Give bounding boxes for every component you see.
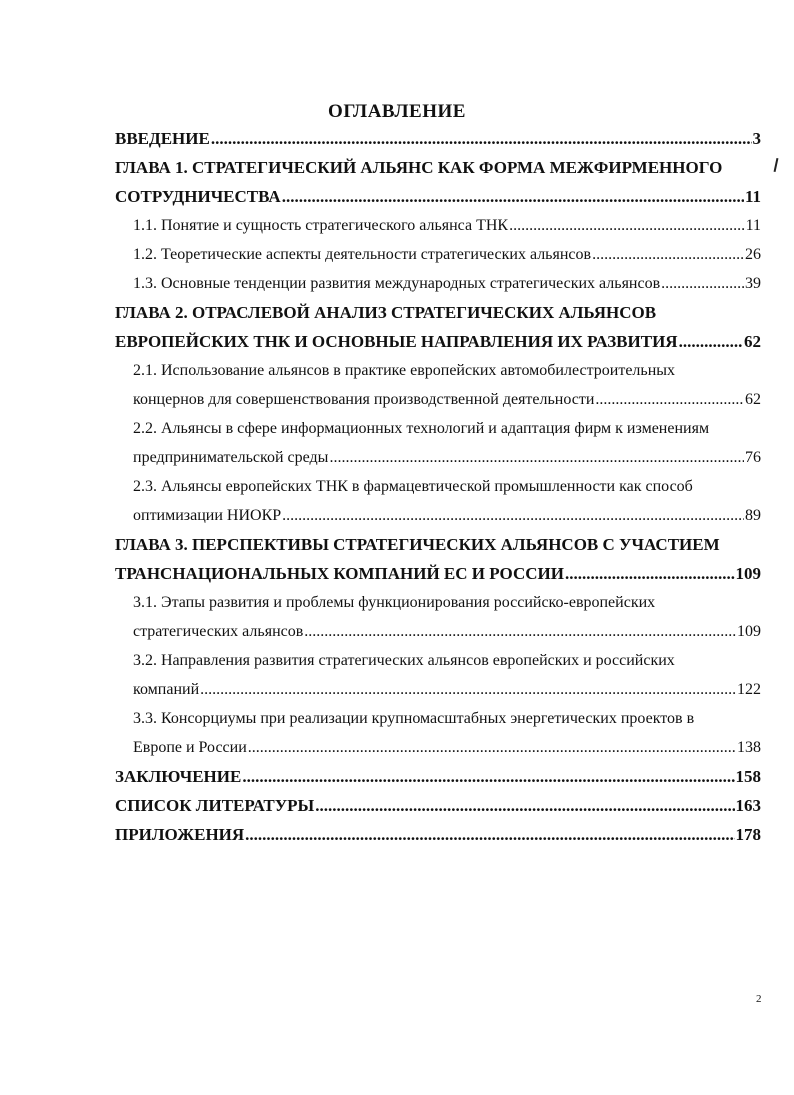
- toc-entry-text: СОТРУДНИЧЕСТВА: [115, 187, 281, 206]
- dot-leader: [282, 501, 744, 530]
- toc-entry-page: 76: [745, 449, 761, 466]
- dot-leader: [679, 327, 743, 356]
- toc-entry-text: стратегических альянсов: [133, 623, 304, 640]
- toc-entry-chapter-3[interactable]: [115, 559, 761, 588]
- toc-entry-text: ТРАНСНАЦИОНАЛЬНЫХ КОМПАНИЙ ЕС И РОССИИ: [115, 564, 564, 583]
- toc-entry-1-2[interactable]: [115, 240, 761, 269]
- toc-entry-introduction[interactable]: [115, 124, 761, 153]
- toc-entry-page: 11: [744, 187, 761, 206]
- dot-leader: [242, 762, 734, 791]
- toc-entry-text: 3.2. Направления развития стратегических альянсов европейских и российских: [133, 652, 675, 669]
- dot-leader: [329, 443, 744, 472]
- toc-entry-page: 158: [735, 767, 761, 786]
- dot-leader: [595, 385, 744, 414]
- toc-entry-text: 1.2. Теоретические аспекты деятельности стратегических альянсов: [133, 246, 592, 263]
- toc-entry-page: 62: [745, 391, 761, 408]
- page-number: 2: [756, 993, 762, 1005]
- toc-entry-3-2[interactable]: [115, 675, 761, 704]
- dot-leader: [661, 269, 744, 298]
- toc-entry-text: 2.3. Альянсы европейских ТНК в фармацевтической промышленности как способ: [133, 478, 693, 495]
- toc-entry-text: ЕВРОПЕЙСКИХ ТНК И ОСНОВНЫЕ НАПРАВЛЕНИЯ ИХ РАЗВИТИЯ: [115, 332, 678, 351]
- toc-entry-text: концернов для совершенствования производственной деятельности: [133, 391, 595, 408]
- toc-entry-page: 11: [745, 217, 761, 234]
- toc-entry-chapter-3-line1[interactable]: [115, 530, 761, 559]
- toc-entry-appendices[interactable]: [115, 820, 761, 849]
- toc-entry-chapter-1[interactable]: [115, 182, 761, 211]
- toc-entry-text: 1.3. Основные тенденции развития международных стратегических альянсов: [133, 275, 661, 292]
- toc-entry-page: 163: [735, 796, 761, 815]
- toc-entry-3-3[interactable]: [115, 733, 761, 762]
- toc-entry-text: 2.2. Альянсы в сфере информационных технологий и адаптация фирм к изменениям: [133, 420, 710, 437]
- toc-entry-page: 178: [735, 825, 761, 844]
- toc-entry-page: 89: [745, 507, 761, 524]
- toc-entry-text: СПИСОК ЛИТЕРАТУРЫ: [115, 796, 315, 815]
- toc-entry-page: 62: [744, 332, 761, 351]
- toc-entry-text: Европе и России: [133, 739, 247, 756]
- toc-entry-3-2-line1[interactable]: [115, 646, 761, 675]
- dot-leader: [592, 240, 744, 269]
- toc-entry-2-1[interactable]: [115, 385, 761, 414]
- toc-entry-chapter-2-line1[interactable]: [115, 298, 761, 327]
- dot-leader: [565, 559, 735, 588]
- toc-entry-text: 3.3. Консорциумы при реализации крупномасштабных энергетических проектов в: [133, 710, 695, 727]
- toc-entry-chapter-1-line1[interactable]: [115, 153, 761, 182]
- toc-entry-2-3[interactable]: [115, 501, 761, 530]
- toc-entry-2-2-line1[interactable]: [115, 414, 761, 443]
- toc-entry-text: 1.1. Понятие и сущность стратегического альянса ТНК: [133, 217, 509, 234]
- dot-leader: [282, 182, 744, 211]
- toc-entry-text: ПРИЛОЖЕНИЯ: [115, 825, 245, 844]
- toc-entry-2-2[interactable]: [115, 443, 761, 472]
- toc-entry-bibliography[interactable]: [115, 791, 761, 820]
- toc-entry-text: компаний: [133, 681, 200, 698]
- toc-entry-page: 138: [737, 739, 761, 756]
- dot-leader: [200, 675, 736, 704]
- dot-leader: [304, 617, 736, 646]
- toc-entry-text: ЗАКЛЮЧЕНИЕ: [115, 767, 242, 786]
- toc-entry-3-1[interactable]: [115, 617, 761, 646]
- toc-entry-1-3[interactable]: [115, 269, 761, 298]
- toc-entry-2-3-line1[interactable]: [115, 472, 761, 501]
- dot-leader: [509, 211, 745, 240]
- dot-leader: [211, 124, 752, 153]
- scan-mark: [774, 158, 779, 172]
- toc-entry-text: ГЛАВА 3. ПЕРСПЕКТИВЫ СТРАТЕГИЧЕСКИХ АЛЬЯНСОВ С УЧАСТИЕМ: [115, 535, 720, 554]
- toc-entry-page: 109: [735, 564, 761, 583]
- toc-entry-page: 39: [745, 275, 761, 292]
- toc-entry-page: 26: [745, 246, 761, 263]
- toc-entry-page: 122: [737, 681, 761, 698]
- toc-entry-text: оптимизации НИОКР: [133, 507, 282, 524]
- toc-entry-page: 3: [752, 129, 761, 148]
- dot-leader: [248, 733, 736, 762]
- toc-entry-text: ГЛАВА 1. СТРАТЕГИЧЕСКИЙ АЛЬЯНС КАК ФОРМА МЕЖФИРМЕННОГО: [115, 158, 723, 177]
- toc-entry-text: 2.1. Использование альянсов в практике европейских автомобилестроительных: [133, 362, 676, 379]
- toc-entry-text: ВВЕДЕНИЕ: [115, 129, 210, 148]
- toc-entry-page: 109: [737, 623, 761, 640]
- toc-entry-conclusion[interactable]: [115, 762, 761, 791]
- toc-title: ОГЛАВЛЕНИЕ: [328, 101, 466, 122]
- dot-leader: [245, 820, 734, 849]
- toc-entry-3-1-line1[interactable]: [115, 588, 761, 617]
- toc-entry-2-1-line1[interactable]: [115, 356, 761, 385]
- table-of-contents: [115, 124, 761, 849]
- dot-leader: [315, 791, 734, 820]
- toc-entry-3-3-line1[interactable]: [115, 704, 761, 733]
- toc-entry-1-1[interactable]: [115, 211, 761, 240]
- toc-entry-text: предпринимательской среды: [133, 449, 329, 466]
- toc-entry-chapter-2[interactable]: [115, 327, 761, 356]
- toc-entry-text: ГЛАВА 2. ОТРАСЛЕВОЙ АНАЛИЗ СТРАТЕГИЧЕСКИХ АЛЬЯНСОВ: [115, 303, 657, 322]
- toc-entry-text: 3.1. Этапы развития и проблемы функционирования российско-европейских: [133, 594, 656, 611]
